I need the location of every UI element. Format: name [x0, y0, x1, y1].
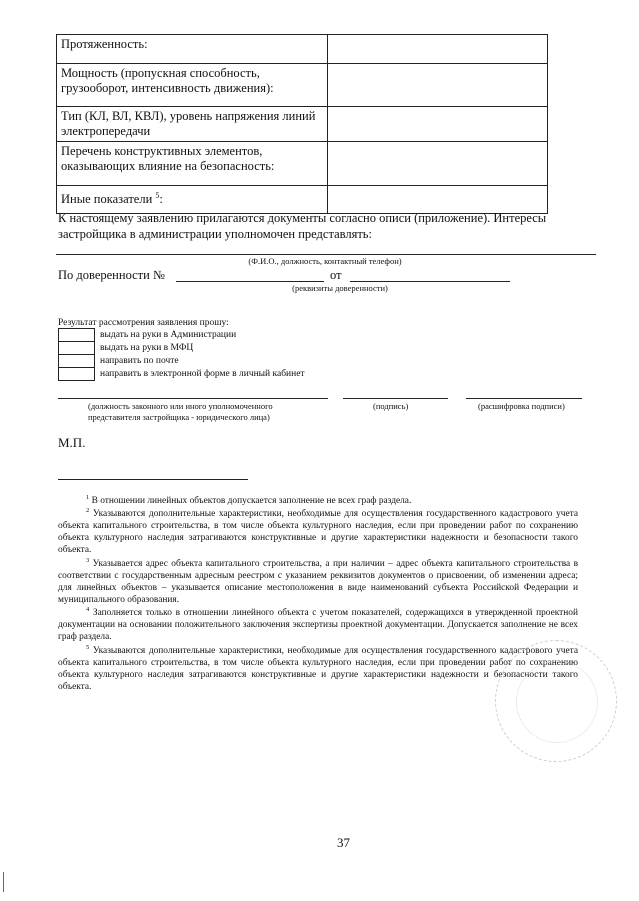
row-value[interactable] — [328, 64, 548, 107]
page-number: 37 — [337, 835, 350, 850]
decode-line[interactable] — [466, 398, 582, 399]
statement-text: К настоящему заявлению прилагаются документы согласно описи (приложение). Интересы застройщика в администрации уполномочен представлять: — [58, 211, 547, 241]
row-value[interactable] — [328, 107, 548, 142]
fio-caption: (Ф.И.О., должность, контактный телефон) — [248, 256, 402, 266]
stamp-place-label: М.П. — [58, 435, 86, 450]
sign-caption: (подпись) — [373, 401, 409, 411]
footnote-separator — [58, 479, 248, 480]
row-label: Мощность (пропускная способность, грузооборот, интенсивность движения): — [57, 64, 328, 107]
footnote-4: $^4$ Заполняется только в отношении линейного объекта с учетом показателей, содержащихся в утвержденной проектной документации на основании положительного заключения экспертизы проектной документации. Допускается заполнение не всех граф раздела. — [58, 606, 578, 642]
scan-mark — [3, 872, 4, 892]
row-value[interactable] — [328, 35, 548, 64]
row-label: Тип (КЛ, ВЛ, КВЛ), уровень напряжения линий электропередачи — [57, 107, 328, 142]
option-label: выдать на руки в МФЦ — [100, 343, 194, 353]
characteristics-table — [56, 34, 548, 214]
option-checkbox[interactable] — [58, 367, 95, 381]
option-label: направить по почте — [100, 356, 179, 366]
proxy-date-line[interactable] — [350, 281, 510, 282]
row-label: Протяженность: — [57, 35, 328, 64]
faint-stamp — [495, 640, 617, 762]
signature-line[interactable] — [343, 398, 448, 399]
row-value[interactable] — [328, 142, 548, 186]
proxy-caption: (реквизиты доверенности) — [292, 283, 388, 293]
option-label: направить в электронной форме в личный кабинет — [100, 369, 305, 379]
footnote-5: $^5$ Указываются дополнительные характеристики, необходимые для осуществления государственного кадастрового учета объекта капитального строительства, в том числе объекта культурного наследия, если при проведении работ по сохранению объекта культурного наследия затрагиваются конструктивные и другие характеристики надежности и безопасности такого объекта. — [58, 644, 579, 692]
option-label: выдать на руки в Администрации — [100, 330, 237, 340]
position-caption: представителя застройщика - юридического лица) — [88, 412, 270, 422]
option-checkbox[interactable] — [58, 341, 95, 355]
option-checkbox[interactable] — [58, 354, 95, 368]
decode-caption: (расшифровка подписи) — [478, 401, 565, 411]
footnote-2: $^2$ Указываются дополнительные характеристики, необходимые для осуществления государственного кадастрового учета объекта капитального строительства, в том числе объекта культурного наследия, если при проведении работ по сохранению объекта культурного наследия затрагиваются конструктивные и другие характеристики надежности и безопасности такого объекта. — [58, 507, 579, 555]
footnote-3: $^3$ Указывается адрес объекта капитального строительства, а при наличии – адрес объекта капитального строительства в соответствии с государственным адресным реестром с указанием реквизитов документов о присвоении, об изменении адреса; для линейных объектов – указывается описание местоположения в виде наименований субъекта Российской Федерации и муниципального образования. — [58, 557, 579, 605]
result-title: Результат рассмотрения заявления прошу: — [58, 318, 229, 328]
stamp-inner-ring — [516, 661, 598, 743]
footnote-1: $^1$ В отношении линейных объектов допускается заполнение не всех граф раздела. — [86, 494, 412, 507]
table-row — [57, 35, 548, 64]
row-label: Перечень конструктивных элементов, оказывающих влияние на безопасность: — [57, 142, 328, 186]
proxy-label: По доверенности № — [58, 268, 165, 282]
footnote-ref: 5 — [155, 191, 160, 200]
position-line[interactable] — [58, 398, 328, 399]
option-checkbox[interactable] — [58, 328, 95, 342]
table-row — [57, 64, 548, 107]
proxy-number-line[interactable] — [176, 281, 324, 282]
table-row — [57, 107, 548, 142]
table-row — [57, 142, 548, 186]
position-caption: (должность законного или иного уполномоченного — [88, 401, 273, 411]
proxy-from-label: от — [330, 268, 342, 282]
representative-line[interactable] — [56, 254, 596, 255]
row-label: Иные показатели $^5$: — [57, 186, 328, 214]
